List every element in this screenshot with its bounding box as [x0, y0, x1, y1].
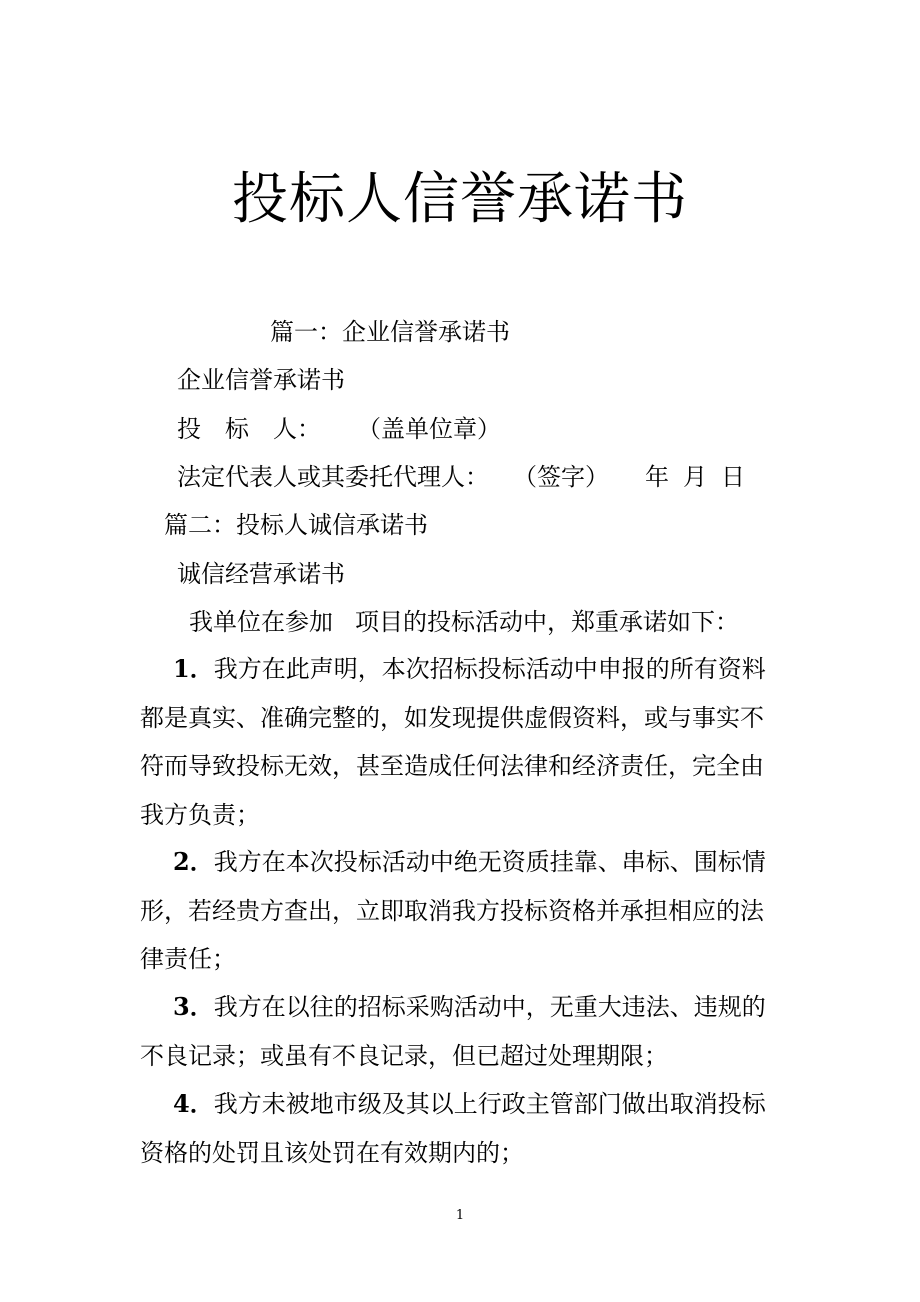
date-month: 月	[683, 463, 707, 491]
pledge-intro-b: 项目的投标活动中，郑重承诺如下：	[355, 608, 739, 636]
bidder-seal: （盖单位章）	[357, 415, 501, 443]
pledge-item	[140, 983, 780, 1080]
pledge-item-text: 我方在以往的招标采购活动中，无重大违法、违规的不良记录；或虽有不良记录，但已超过处理期限；	[140, 993, 766, 1070]
pledge-item-number: 1．	[173, 654, 214, 683]
part2-heading: 篇二：投标人诚信承诺书	[164, 511, 428, 539]
document-title: 投标人信誉承诺书	[232, 167, 688, 232]
part1-subtitle: 企业信誉承诺书	[177, 366, 345, 394]
pledge-item-number: 3．	[173, 992, 214, 1021]
date-day: 日	[721, 463, 745, 491]
pledge-item-text: 我方在此声明，本次招标投标活动中申报的所有资料都是真实、准确完整的，如发现提供虚假资料，或与事实不符而导致投标无效，甚至造成任何法律和经济责任，完全由我方负责；	[140, 655, 766, 829]
pledge-item-number: 2．	[173, 847, 214, 876]
pledge-item	[140, 645, 780, 839]
pledge-intro	[189, 605, 739, 639]
legal-rep-line	[177, 460, 745, 494]
date-year: 年	[645, 463, 669, 491]
pledge-item-number: 4．	[173, 1089, 214, 1118]
pledge-item-text: 我方未被地市级及其以上行政主管部门做出取消投标资格的处罚且该处罚在有效期内的；	[140, 1090, 766, 1167]
pledge-intro-a: 我单位在参加	[189, 608, 333, 636]
part2-subtitle: 诚信经营承诺书	[177, 560, 345, 588]
legal-rep-label: 法定代表人或其委托代理人：	[177, 463, 489, 491]
page-number: 1	[455, 1208, 465, 1223]
legal-rep-sign: （签字）	[513, 463, 609, 491]
bidder-label: 投 标 人：	[177, 415, 321, 443]
part1-heading: 篇一：企业信誉承诺书	[270, 318, 510, 346]
pledge-item	[140, 838, 780, 984]
bidder-line	[177, 412, 501, 446]
pledge-item-text: 我方在本次投标活动中绝无资质挂靠、串标、围标情形，若经贵方查出，立即取消我方投标资格并承担相应的法律责任；	[140, 848, 766, 973]
pledge-item	[140, 1080, 780, 1177]
